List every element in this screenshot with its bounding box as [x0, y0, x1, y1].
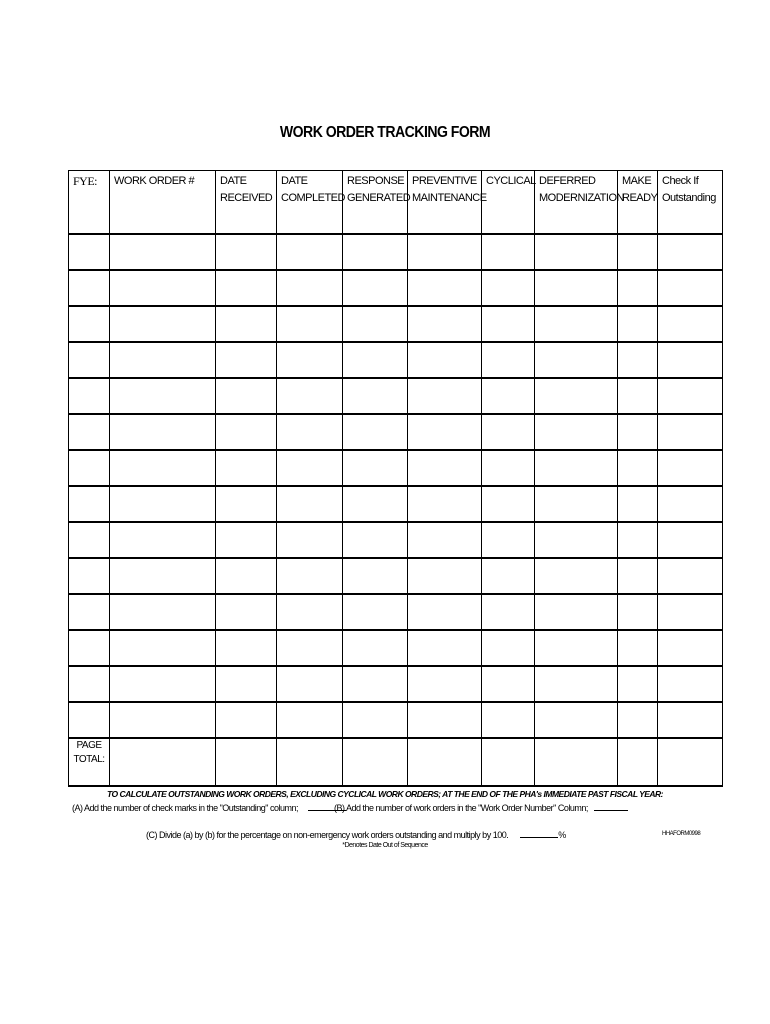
table-cell[interactable]	[343, 630, 408, 666]
table-cell[interactable]	[343, 378, 408, 414]
table-cell[interactable]	[658, 306, 723, 342]
table-cell[interactable]	[110, 630, 216, 666]
table-cell[interactable]	[343, 414, 408, 450]
instruction-a-text: (A) Add the number of check marks in the "Outstanding" column;	[72, 803, 299, 813]
table-cell[interactable]	[216, 486, 277, 522]
table-cell[interactable]	[482, 558, 535, 594]
table-cell[interactable]	[343, 234, 408, 270]
table-cell[interactable]	[658, 378, 723, 414]
table-cell[interactable]	[277, 342, 343, 378]
table-cell[interactable]	[110, 486, 216, 522]
table-cell[interactable]	[482, 666, 535, 702]
table-cell[interactable]	[658, 414, 723, 450]
table-cell[interactable]	[69, 666, 110, 702]
table-cell[interactable]	[110, 702, 216, 738]
table-row	[69, 594, 723, 630]
table-cell[interactable]	[482, 414, 535, 450]
table-cell[interactable]	[618, 234, 658, 270]
page-total-cell[interactable]	[408, 738, 482, 786]
table-cell[interactable]	[535, 702, 618, 738]
col-response-generated: RESPONSE GENERATED	[343, 171, 408, 235]
table-cell[interactable]	[69, 414, 110, 450]
col-make-ready: MAKE READY	[618, 171, 658, 235]
table-cell[interactable]	[482, 270, 535, 306]
table-cell[interactable]	[343, 594, 408, 630]
table-cell[interactable]	[482, 378, 535, 414]
col-date-received: DATE RECEIVED	[216, 171, 277, 235]
table-cell[interactable]	[69, 522, 110, 558]
table-cell[interactable]	[408, 522, 482, 558]
table-cell[interactable]	[535, 414, 618, 450]
table-cell[interactable]	[110, 666, 216, 702]
table-cell[interactable]	[277, 306, 343, 342]
table-row	[69, 630, 723, 666]
table-row	[69, 702, 723, 738]
page-total-label: PAGE TOTAL:	[73, 740, 105, 765]
page-total-cell[interactable]	[618, 738, 658, 786]
table-cell[interactable]	[69, 306, 110, 342]
table-cell[interactable]	[216, 666, 277, 702]
col-cyclical: CYCLICAL	[482, 171, 535, 235]
page-total-row	[69, 738, 723, 786]
col-preventive-maintenance: PREVENTIVE MAINTENANCE	[408, 171, 482, 235]
form-code: HHAFORM0998	[662, 831, 701, 837]
table-cell[interactable]	[408, 450, 482, 486]
table-cell[interactable]	[69, 342, 110, 378]
table-cell[interactable]	[482, 702, 535, 738]
table-cell[interactable]	[482, 630, 535, 666]
table-cell[interactable]	[618, 270, 658, 306]
table-cell[interactable]	[408, 702, 482, 738]
table-cell[interactable]	[277, 666, 343, 702]
table-row	[69, 450, 723, 486]
table-cell[interactable]	[618, 378, 658, 414]
instruction-a	[72, 802, 346, 813]
table-cell[interactable]	[277, 450, 343, 486]
table-row	[69, 666, 723, 702]
table-cell[interactable]	[535, 594, 618, 630]
table-cell[interactable]	[408, 306, 482, 342]
table-cell[interactable]	[69, 558, 110, 594]
table-cell[interactable]	[408, 666, 482, 702]
table-cell[interactable]	[535, 378, 618, 414]
percent-sign: %	[558, 830, 566, 840]
table-cell[interactable]	[69, 378, 110, 414]
table-cell[interactable]	[618, 342, 658, 378]
table-cell[interactable]	[535, 306, 618, 342]
table-cell[interactable]	[69, 630, 110, 666]
table-cell[interactable]	[535, 234, 618, 270]
table-row	[69, 486, 723, 522]
table-cell[interactable]	[618, 630, 658, 666]
col-deferred-modernization: DEFERRED MODERNIZATION	[535, 171, 618, 235]
table-cell[interactable]	[110, 378, 216, 414]
table-cell[interactable]	[535, 270, 618, 306]
table-cell[interactable]	[343, 558, 408, 594]
table-cell[interactable]	[482, 522, 535, 558]
col-check-if-outstanding: Check If Outstanding	[658, 171, 723, 235]
table-cell[interactable]	[658, 702, 723, 738]
blank-b[interactable]	[594, 802, 628, 811]
footnote: *Denotes Date Out of Sequence	[342, 842, 428, 849]
table-cell[interactable]	[277, 378, 343, 414]
table-cell[interactable]	[277, 486, 343, 522]
table-cell[interactable]	[110, 342, 216, 378]
table-cell[interactable]	[110, 306, 216, 342]
table-cell[interactable]	[658, 342, 723, 378]
table-cell[interactable]	[482, 234, 535, 270]
table-cell[interactable]	[618, 306, 658, 342]
table-cell[interactable]	[535, 666, 618, 702]
page-total-cell[interactable]	[535, 738, 618, 786]
table-cell[interactable]	[277, 234, 343, 270]
table-cell[interactable]	[216, 306, 277, 342]
table-cell[interactable]	[69, 594, 110, 630]
table-cell[interactable]	[110, 558, 216, 594]
table-cell[interactable]	[535, 342, 618, 378]
table-cell[interactable]	[408, 486, 482, 522]
table-cell[interactable]	[110, 270, 216, 306]
table-cell[interactable]	[618, 594, 658, 630]
table-cell[interactable]	[343, 522, 408, 558]
table-cell[interactable]	[618, 522, 658, 558]
table-cell[interactable]	[535, 630, 618, 666]
page-total-cell[interactable]	[216, 738, 277, 786]
table-cell[interactable]	[618, 702, 658, 738]
table-cell[interactable]	[69, 270, 110, 306]
table-cell[interactable]	[110, 450, 216, 486]
table-cell[interactable]	[69, 702, 110, 738]
table-cell[interactable]	[343, 702, 408, 738]
table-cell[interactable]	[277, 522, 343, 558]
table-cell[interactable]	[216, 342, 277, 378]
page-total-cell[interactable]	[277, 738, 343, 786]
table-cell[interactable]	[658, 270, 723, 306]
table-cell[interactable]	[343, 342, 408, 378]
table-cell[interactable]	[216, 594, 277, 630]
table-cell[interactable]	[535, 486, 618, 522]
instruction-b-text: (B) Add the number of work orders in the "Work Order Number" Column;	[334, 803, 588, 813]
page-total-label-cell	[69, 738, 110, 786]
page-total-cell[interactable]	[658, 738, 723, 786]
table-row	[69, 234, 723, 270]
col-date-completed: DATE COMPLETED	[277, 171, 343, 235]
table-cell[interactable]	[535, 558, 618, 594]
form-title: WORK ORDER TRACKING FORM	[279, 124, 491, 141]
table-cell[interactable]	[408, 594, 482, 630]
table-cell[interactable]	[277, 594, 343, 630]
table-row	[69, 342, 723, 378]
table-cell[interactable]	[277, 630, 343, 666]
table-cell[interactable]	[277, 702, 343, 738]
table-cell[interactable]	[216, 558, 277, 594]
table-cell[interactable]	[216, 450, 277, 486]
table-cell[interactable]	[408, 558, 482, 594]
table-cell[interactable]	[618, 486, 658, 522]
table-cell[interactable]	[658, 558, 723, 594]
table-cell[interactable]	[482, 306, 535, 342]
table-cell[interactable]	[216, 522, 277, 558]
table-cell[interactable]	[408, 234, 482, 270]
instruction-c-text: (C) Divide (a) by (b) for the percentage on non-emergency work orders outstanding and multiply by 100.	[146, 830, 509, 840]
table-cell[interactable]	[343, 666, 408, 702]
table-row	[69, 558, 723, 594]
table-cell[interactable]	[658, 450, 723, 486]
table-cell[interactable]	[216, 630, 277, 666]
table-cell[interactable]	[216, 234, 277, 270]
table-cell[interactable]	[535, 522, 618, 558]
table-cell[interactable]	[618, 414, 658, 450]
table-cell[interactable]	[482, 342, 535, 378]
table-cell[interactable]	[658, 666, 723, 702]
page-total-cell[interactable]	[110, 738, 216, 786]
table-cell[interactable]	[408, 342, 482, 378]
table-cell[interactable]	[277, 414, 343, 450]
table-cell[interactable]	[277, 558, 343, 594]
table-cell[interactable]	[408, 414, 482, 450]
table-cell[interactable]	[343, 270, 408, 306]
instructions-heading: TO CALCULATE OUTSTANDING WORK ORDERS, EXCLUDING CYCLICAL WORK ORDERS; AT THE END OF THE PHA's IMMEDIATE PAST FISCAL YEAR:	[106, 789, 664, 799]
page-total-cell[interactable]	[482, 738, 535, 786]
table-cell[interactable]	[216, 702, 277, 738]
table-cell[interactable]	[408, 630, 482, 666]
table-cell[interactable]	[216, 378, 277, 414]
table-cell[interactable]	[658, 522, 723, 558]
table-cell[interactable]	[343, 450, 408, 486]
table-row	[69, 306, 723, 342]
table-cell[interactable]	[618, 558, 658, 594]
table-cell[interactable]	[408, 378, 482, 414]
table-cell[interactable]	[618, 666, 658, 702]
table-row	[69, 270, 723, 306]
table-cell[interactable]	[482, 450, 535, 486]
table-cell[interactable]	[658, 234, 723, 270]
table-cell[interactable]	[658, 630, 723, 666]
table-cell[interactable]	[658, 486, 723, 522]
table-cell[interactable]	[216, 414, 277, 450]
table-cell[interactable]	[69, 234, 110, 270]
table-cell[interactable]	[482, 594, 535, 630]
blank-c[interactable]	[520, 829, 558, 838]
table-cell[interactable]	[343, 486, 408, 522]
table-cell[interactable]	[618, 450, 658, 486]
table-cell[interactable]	[110, 522, 216, 558]
table-cell[interactable]	[69, 450, 110, 486]
work-order-table	[68, 170, 723, 787]
table-cell[interactable]	[535, 450, 618, 486]
header-row	[69, 171, 723, 235]
page-total-cell[interactable]	[343, 738, 408, 786]
table-cell[interactable]	[277, 270, 343, 306]
table-row	[69, 378, 723, 414]
table-cell[interactable]	[216, 270, 277, 306]
table-cell[interactable]	[408, 270, 482, 306]
table-cell[interactable]	[343, 306, 408, 342]
table-row	[69, 522, 723, 558]
table-cell[interactable]	[482, 486, 535, 522]
table-cell[interactable]	[110, 414, 216, 450]
table-cell[interactable]	[69, 486, 110, 522]
table-cell[interactable]	[110, 234, 216, 270]
instruction-c	[146, 829, 566, 840]
col-work-order: WORK ORDER #	[110, 171, 216, 235]
table-row	[69, 414, 723, 450]
table-cell[interactable]	[658, 594, 723, 630]
instruction-b	[334, 802, 628, 813]
col-fye: FYE:	[69, 171, 110, 235]
table-cell[interactable]	[110, 594, 216, 630]
